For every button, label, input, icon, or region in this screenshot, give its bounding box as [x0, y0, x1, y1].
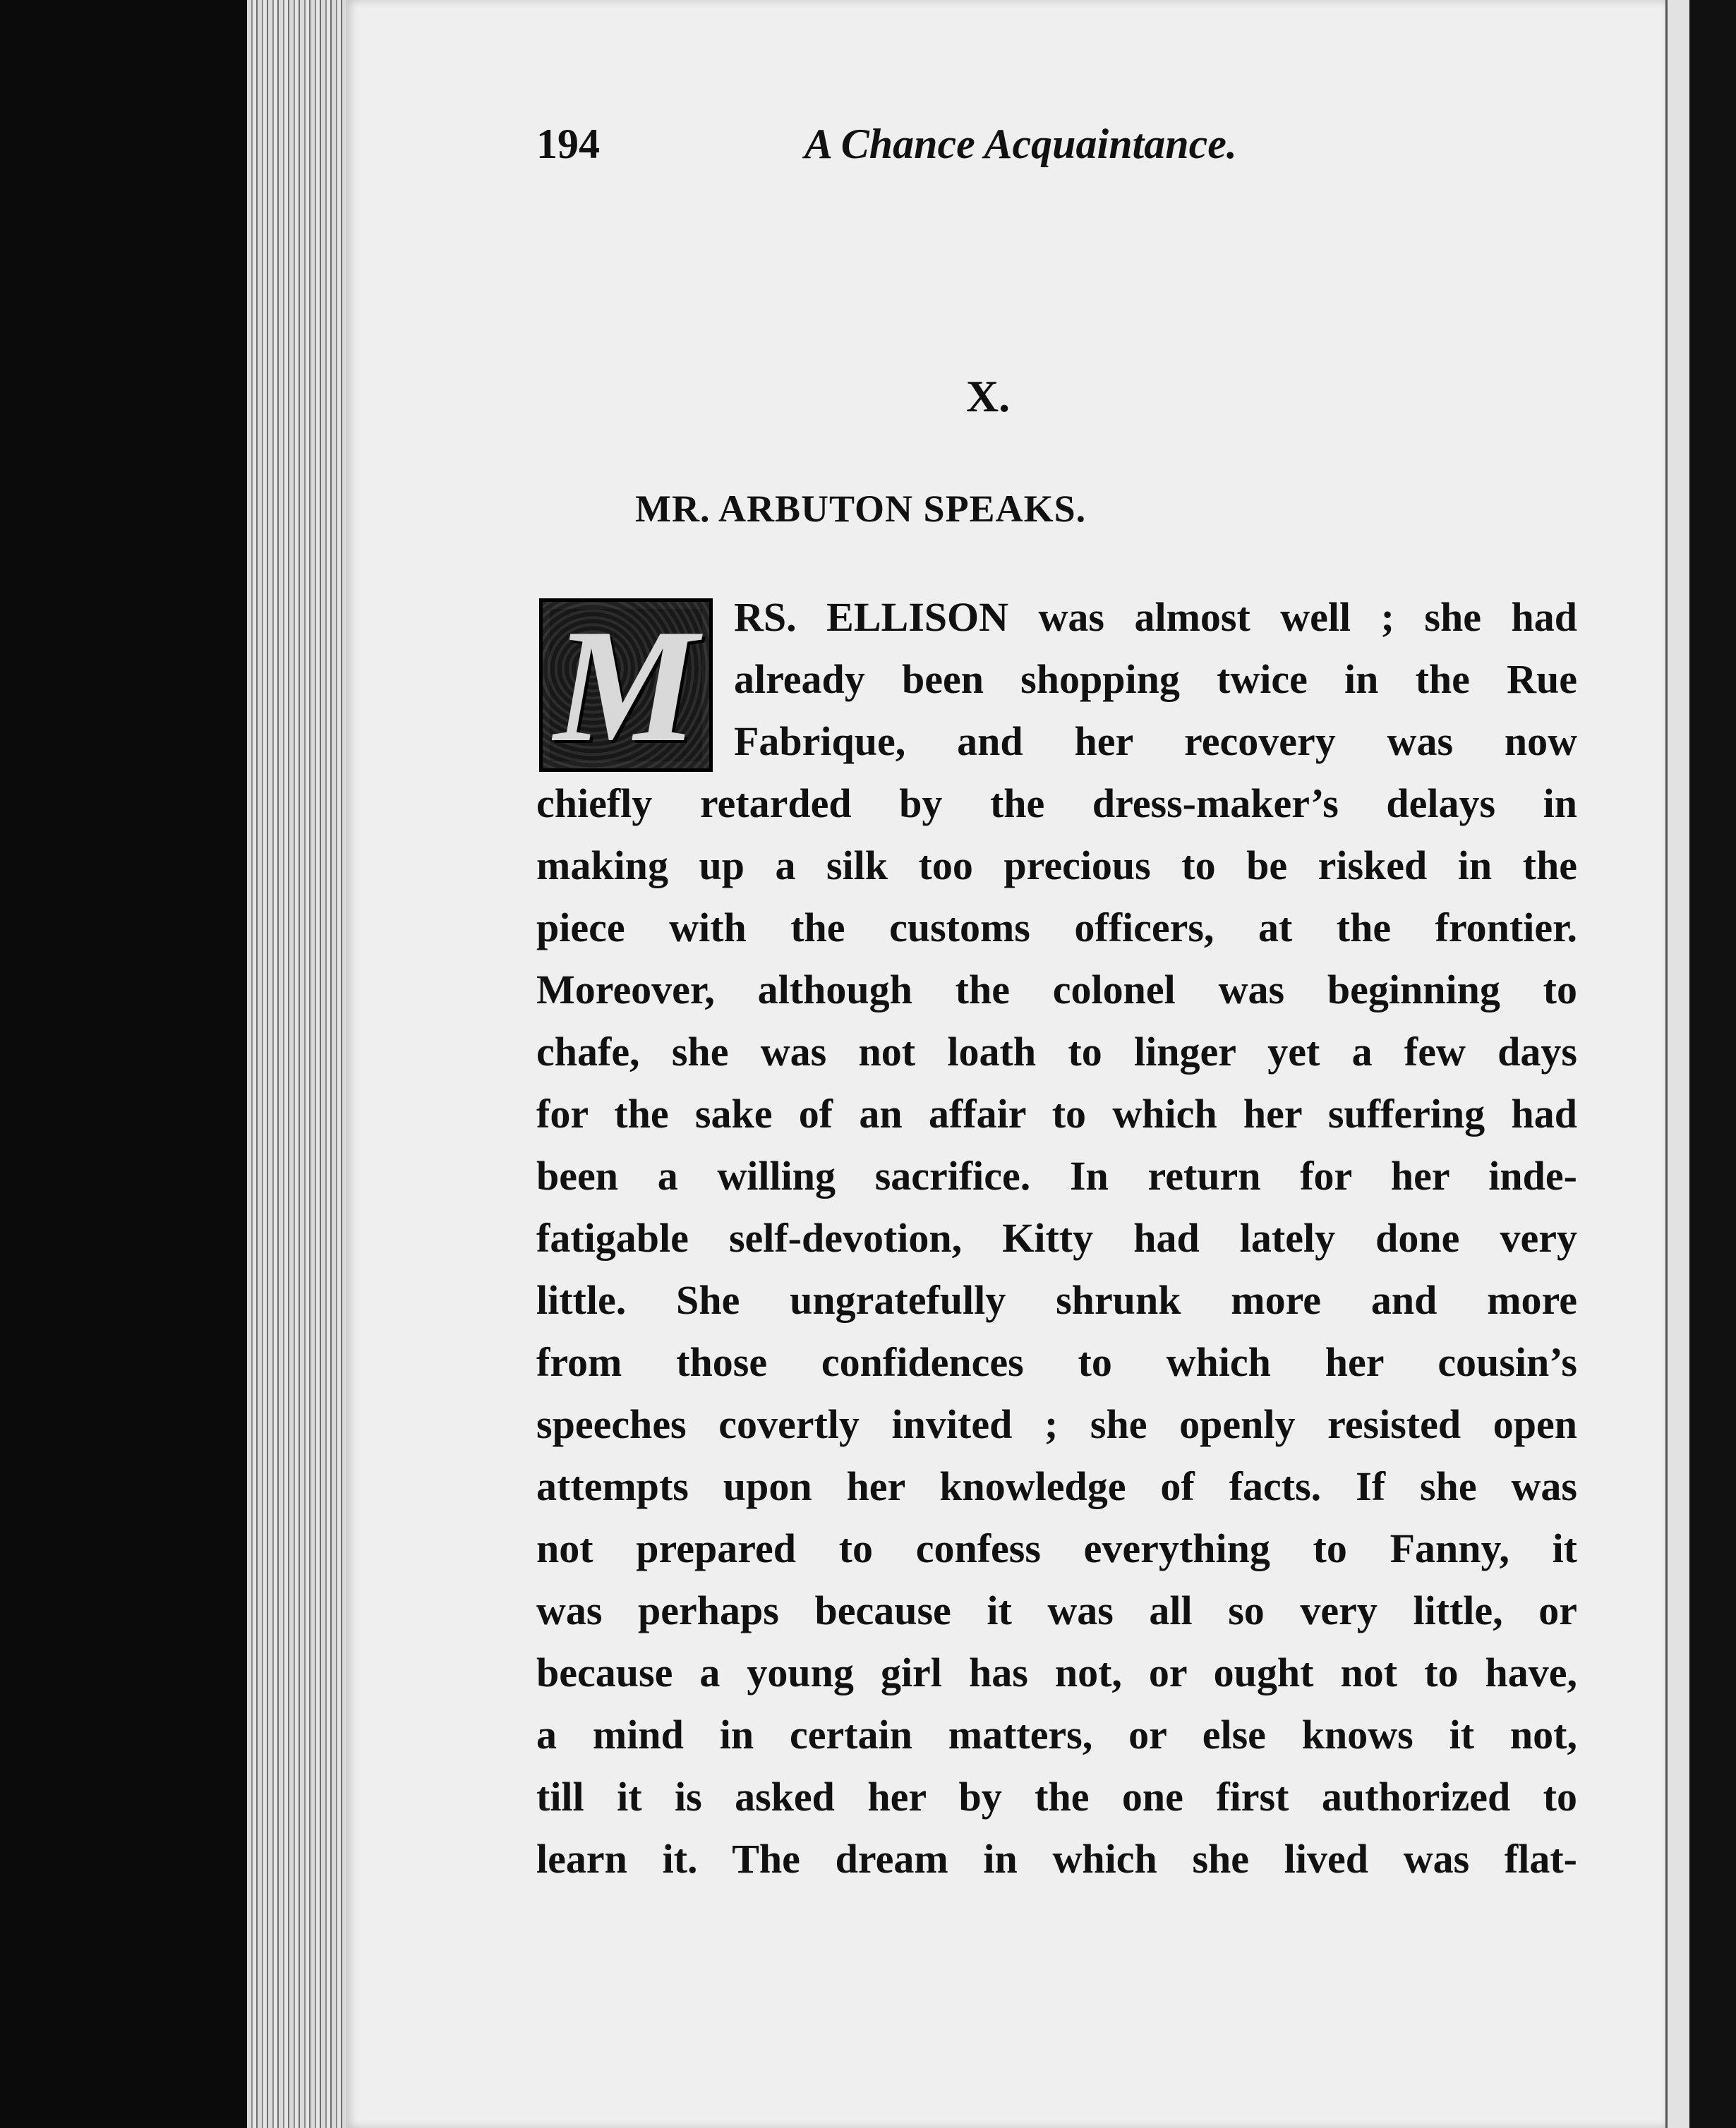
body-line: till it is asked her by the one first authorized to — [536, 1774, 1577, 1820]
chapter-title: MR. ARBUTON SPEAKS. — [635, 488, 1087, 530]
running-title: A Chance Acquaintance. — [804, 121, 1237, 167]
body-line: from those confidences to which her cousin’s — [536, 1339, 1577, 1385]
drop-cap-letter: M — [553, 595, 699, 775]
body-line: RS. ELLISON was almost well ; she had — [734, 594, 1577, 640]
page-edges — [247, 0, 353, 2128]
facing-page-edge — [1665, 0, 1692, 2128]
drop-cap-ornament — [539, 595, 713, 775]
body-line: because a young girl has not, or ought not to have, — [536, 1650, 1577, 1695]
body-line: a mind in certain matters, or else knows it not, — [536, 1712, 1577, 1758]
page-number: 194 — [536, 121, 600, 167]
body-line: attempts upon her knowledge of facts. If she was — [536, 1463, 1577, 1509]
page-header — [536, 120, 1313, 183]
body-line: was perhaps because it was all so very little, or — [536, 1588, 1577, 1633]
body-line: chiefly retarded by the dress-maker’s delays in — [536, 780, 1577, 826]
body-line: Fabrique, and her recovery was now — [734, 718, 1577, 764]
body-line: not prepared to confess everything to Fanny, it — [536, 1525, 1577, 1571]
body-line: chafe, she was not loath to linger yet a few days — [536, 1029, 1577, 1075]
scan-border — [1689, 0, 1736, 2128]
body-line: making up a silk too precious to be risked in the — [536, 842, 1577, 888]
body-line: already been shopping twice in the Rue — [734, 656, 1577, 702]
body-line: little. She ungratefully shrunk more and more — [536, 1277, 1577, 1323]
body-line: piece with the customs officers, at the frontier. — [536, 905, 1577, 950]
body-line: Moreover, although the colonel was beginning to — [536, 967, 1577, 1012]
body-line: for the sake of an affair to which her suffering had — [536, 1091, 1577, 1137]
body-line: learn it. The dream in which she lived was flat- — [536, 1836, 1577, 1882]
body-line: speeches covertly invited ; she openly resisted open — [536, 1401, 1577, 1447]
body-line: been a willing sacrifice. In return for her inde- — [536, 1153, 1577, 1199]
chapter-number: X. — [965, 371, 1011, 421]
body-line: fatigable self-devotion, Kitty had lately done very — [536, 1215, 1577, 1261]
